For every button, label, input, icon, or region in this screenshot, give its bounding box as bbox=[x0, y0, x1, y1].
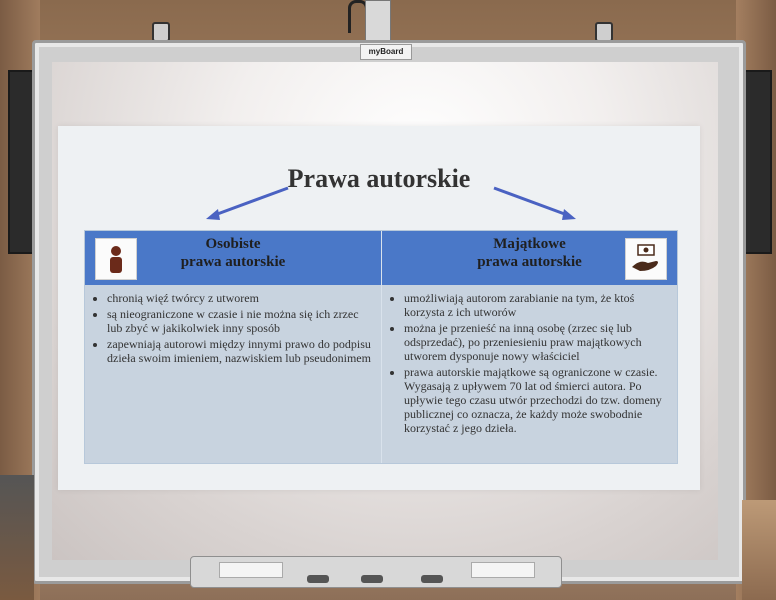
list-item: • zapewniają autorowi między innymi prawo do podpisu dzieła swoim imieniem, nazwiskiem lub pseudonimem bbox=[107, 337, 375, 365]
arrow-right-icon bbox=[490, 184, 580, 224]
property-rights-column bbox=[382, 231, 677, 463]
pen-icon[interactable] bbox=[421, 575, 443, 583]
person-icon bbox=[95, 238, 137, 280]
property-rights-title-line2: prawa autorskie bbox=[477, 254, 582, 270]
mount-clip-right bbox=[595, 22, 613, 42]
list-item: • chronią więź twórcy z utworem bbox=[107, 291, 375, 305]
projected-slide bbox=[58, 126, 700, 490]
floor-left bbox=[0, 475, 34, 600]
list-item: • można je przenieść na inną osobę (zrzec się lub odsprzedać), po przeniesieniu praw majątkowych utworem dysponuje nowy właściciel bbox=[404, 321, 671, 363]
personal-rights-title-line1: Osobiste bbox=[205, 236, 261, 252]
list-item: • są nieograniczone w czasie i nie można się ich zrzec lub zbyć w jakikolwiek inny sposób bbox=[107, 307, 375, 335]
mount-clip-left bbox=[152, 22, 170, 42]
property-rights-body bbox=[382, 285, 677, 463]
arrow-left-icon bbox=[202, 184, 292, 224]
personal-rights-title-line2: prawa autorskie bbox=[180, 254, 286, 270]
personal-rights-column bbox=[85, 231, 382, 463]
personal-rights-header bbox=[85, 231, 381, 285]
whiteboard-tray bbox=[190, 556, 562, 588]
personal-rights-title bbox=[139, 235, 327, 271]
pen-icon[interactable] bbox=[361, 575, 383, 583]
personal-rights-body bbox=[85, 285, 381, 463]
slide-title: Prawa autorskie bbox=[287, 164, 471, 193]
list-item: • prawa autorskie majątkowe są ograniczone w czasie. Wygasają z upływem 70 lat od śmierci autora. Po upływie tego czasu utwór przechodzi do tzw. domeny publicznej co oznacza, że każdy może swobodnie korzystać z jego dzieła. bbox=[404, 365, 671, 435]
rights-table bbox=[84, 230, 678, 464]
money-hand-icon bbox=[625, 238, 667, 280]
tray-label bbox=[471, 562, 535, 578]
floor-right bbox=[742, 500, 776, 600]
property-rights-header bbox=[382, 231, 677, 285]
list-item: • umożliwiają autorom zarabianie na tym, że ktoś korzysta z ich utworów bbox=[404, 291, 671, 319]
pen-icon[interactable] bbox=[307, 575, 329, 583]
property-rights-title-line1: Majątkowe bbox=[493, 236, 566, 252]
tray-label bbox=[219, 562, 283, 578]
property-rights-title bbox=[436, 235, 623, 271]
board-logo: myBoard bbox=[360, 44, 412, 60]
